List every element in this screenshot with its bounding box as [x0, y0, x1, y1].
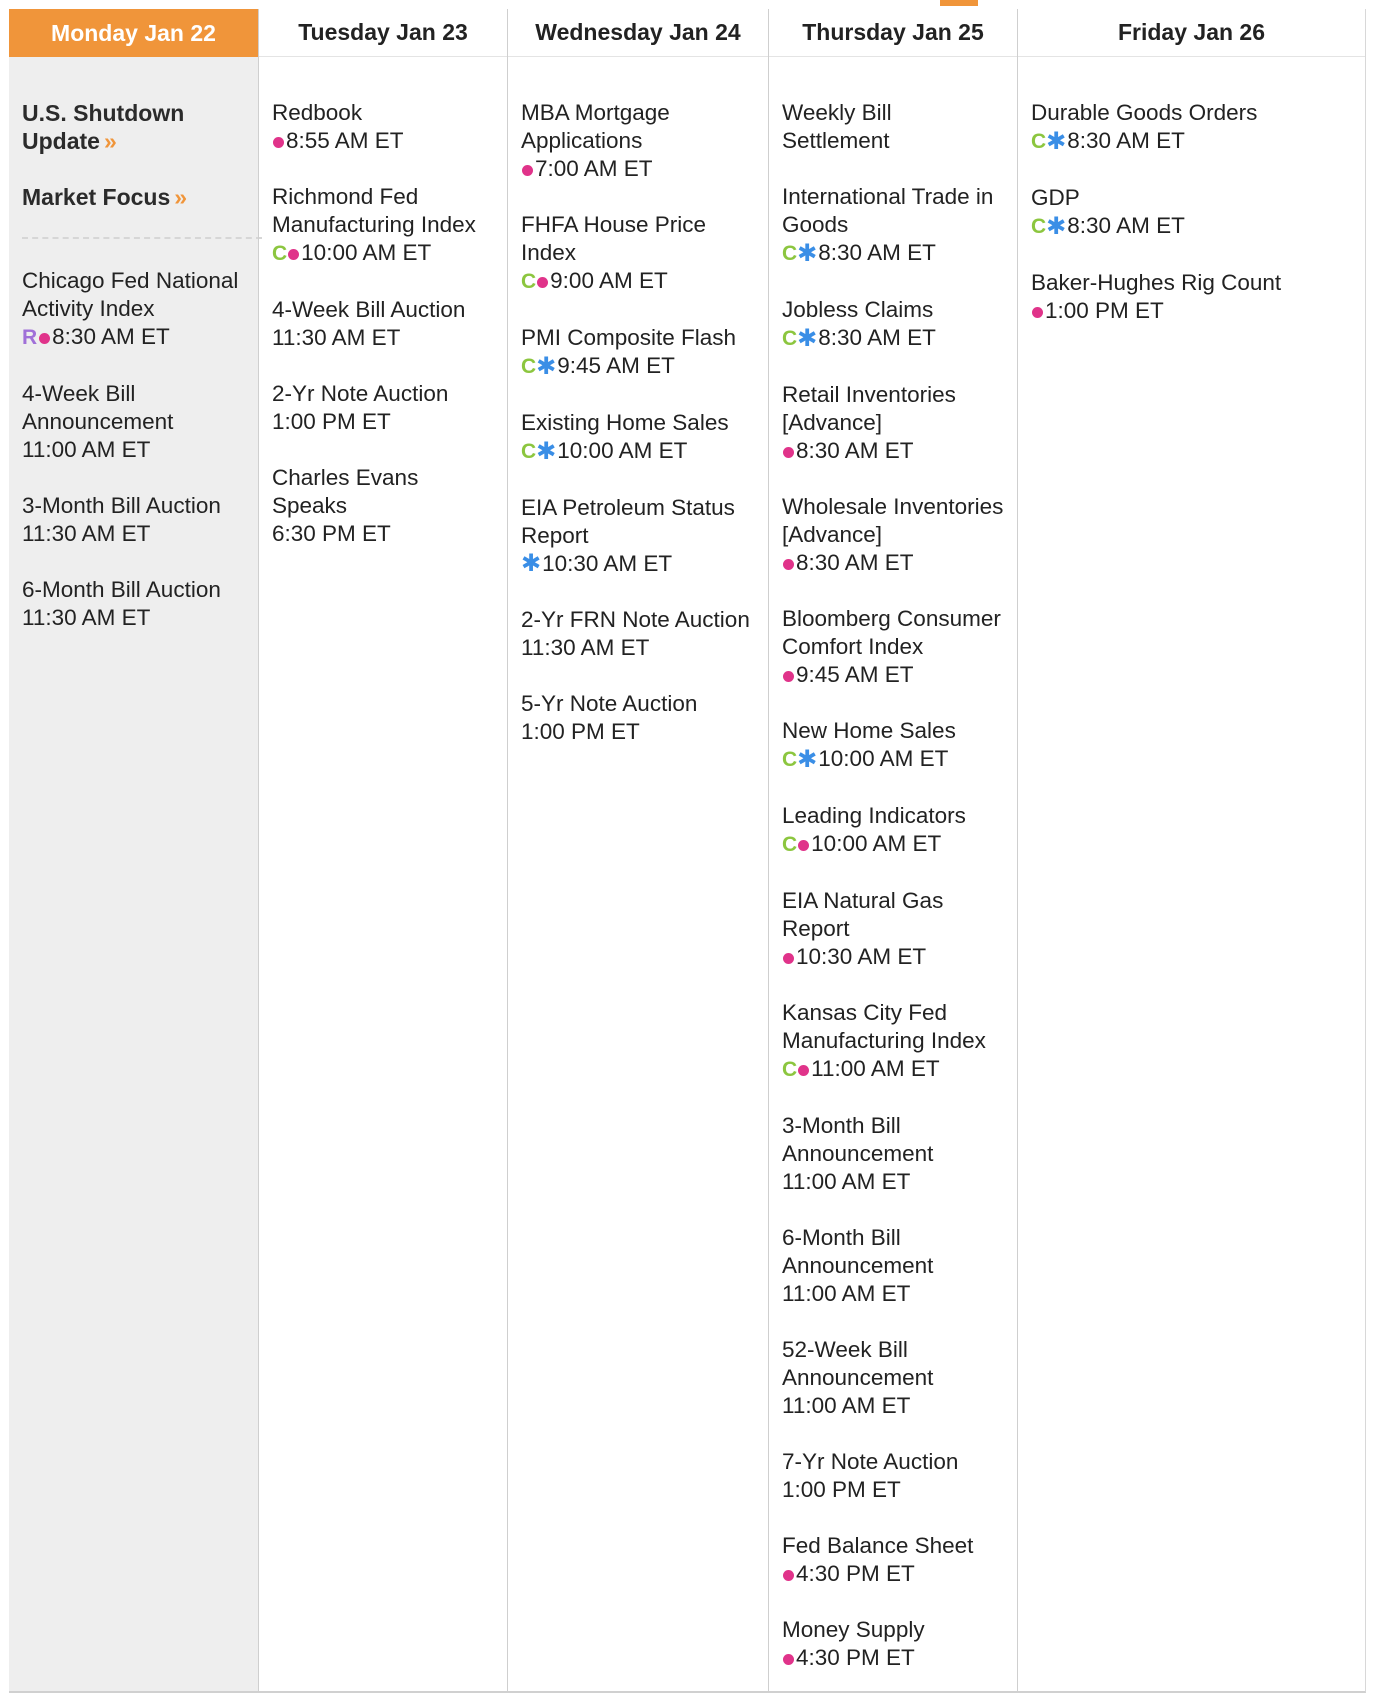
event-icons [782, 240, 817, 268]
event-name: Redbook [272, 100, 363, 125]
calendar-event[interactable] [782, 1448, 1005, 1504]
event-time-row [1031, 297, 1353, 325]
event-name: Charles Evans Speaks [272, 465, 419, 518]
event-time: 11:00 AM ET [782, 1281, 911, 1306]
pink-dot-icon [288, 249, 299, 260]
event-time: 4:30 PM ET [796, 1561, 915, 1586]
day-column-friday [1017, 9, 1365, 1691]
event-name: Existing Home Sales [521, 410, 729, 435]
event-time-row [22, 604, 246, 632]
event-icons [22, 324, 51, 352]
calendar-event[interactable] [272, 99, 495, 155]
event-name: 7-Yr Note Auction [782, 1449, 959, 1474]
event-time: 9:00 AM ET [550, 268, 668, 293]
day-events-thursday [769, 57, 1017, 1672]
event-name: EIA Petroleum Status Report [521, 495, 735, 548]
calendar-event[interactable] [521, 690, 756, 746]
event-time: 11:30 AM ET [521, 635, 650, 660]
event-name: FHFA House Price Index [521, 212, 707, 265]
event-time: 4:30 PM ET [796, 1645, 915, 1670]
calendar-event[interactable] [22, 267, 246, 352]
event-time-row [272, 127, 495, 155]
divider [22, 237, 262, 239]
event-name: Wholesale Inventories [Advance] [782, 494, 1004, 547]
consensus-c-icon: C [782, 242, 797, 265]
event-name: MBA Mortgage Applications [521, 100, 670, 153]
event-time: 10:00 AM ET [818, 746, 949, 771]
calendar-event[interactable] [782, 1532, 1005, 1588]
event-icons [782, 559, 795, 570]
calendar-event[interactable] [272, 183, 495, 268]
day-column-thursday [768, 9, 1017, 1691]
event-time: 6:30 PM ET [272, 521, 391, 546]
event-icons [1031, 307, 1044, 318]
event-time: 1:00 PM ET [272, 409, 391, 434]
consensus-c-icon: C [272, 242, 287, 265]
event-time-row [782, 1476, 1005, 1504]
event-time-row [782, 239, 1005, 268]
event-time: 11:00 AM ET [811, 1056, 940, 1081]
event-time-row [521, 267, 756, 296]
calendar-event[interactable] [782, 183, 1005, 268]
event-time: 10:00 AM ET [301, 240, 432, 265]
event-time-row [272, 520, 495, 548]
event-icons [782, 746, 817, 774]
event-time-row [782, 943, 1005, 971]
event-time-row [272, 324, 495, 352]
event-name: Chicago Fed National Activity Index [22, 268, 239, 321]
event-icons [782, 1056, 810, 1084]
calendar-event[interactable] [1031, 99, 1353, 156]
event-time: 7:00 AM ET [535, 156, 653, 181]
event-time: 8:30 AM ET [52, 324, 170, 349]
day-header: Thursday Jan 25 [769, 9, 1017, 57]
event-time: 9:45 AM ET [557, 353, 675, 378]
calendar-event[interactable] [782, 1224, 1005, 1308]
event-icons [782, 953, 795, 964]
event-icons [521, 438, 556, 466]
event-icons [782, 671, 795, 682]
event-name: Leading Indicators [782, 803, 966, 828]
event-time: 9:45 AM ET [796, 662, 914, 687]
event-time-row [272, 408, 495, 436]
event-time-row [782, 549, 1005, 577]
calendar-event[interactable] [272, 464, 495, 548]
calendar-event[interactable] [1031, 184, 1353, 241]
event-time-row [782, 1560, 1005, 1588]
calendar-event[interactable] [521, 211, 756, 296]
blue-star-icon: ✱ [797, 746, 818, 773]
event-time-row [22, 323, 246, 352]
pink-dot-icon [783, 953, 794, 964]
event-time: 8:30 AM ET [1067, 128, 1185, 153]
event-name: 5-Yr Note Auction [521, 691, 698, 716]
event-time: 8:55 AM ET [286, 128, 404, 153]
event-time-row [272, 239, 495, 268]
calendar-event[interactable] [782, 605, 1005, 689]
event-name: 3-Month Bill Announcement [782, 1113, 934, 1166]
pink-dot-icon [783, 559, 794, 570]
event-icons [1031, 128, 1066, 156]
calendar-event[interactable] [521, 99, 756, 183]
pink-dot-icon [783, 671, 794, 682]
event-time: 11:30 AM ET [272, 325, 401, 350]
calendar-event[interactable] [521, 494, 756, 578]
event-time-row [521, 155, 756, 183]
consensus-c-icon: C [521, 440, 536, 463]
day-column-monday [9, 9, 258, 1691]
event-icons [521, 353, 556, 381]
event-time: 11:30 AM ET [22, 605, 151, 630]
blue-star-icon: ✱ [797, 325, 818, 352]
event-time-row [521, 437, 756, 466]
event-time: 1:00 PM ET [782, 1477, 901, 1502]
event-time-row [782, 1168, 1005, 1196]
event-time: 8:30 AM ET [1067, 213, 1185, 238]
event-time-row [782, 830, 1005, 859]
blue-star-icon: ✱ [536, 353, 557, 380]
event-time: 11:30 AM ET [22, 521, 151, 546]
pink-dot-icon [1032, 307, 1043, 318]
event-icons [521, 550, 542, 577]
event-icons [782, 1654, 795, 1665]
event-icons [1031, 213, 1066, 241]
calendar-event[interactable] [521, 409, 756, 466]
consensus-c-icon: C [782, 327, 797, 350]
pink-dot-icon [798, 840, 809, 851]
calendar-event[interactable] [272, 296, 495, 352]
event-time: 8:30 AM ET [818, 240, 936, 265]
day-events-wednesday [508, 57, 768, 746]
pink-dot-icon [522, 165, 533, 176]
event-time-row [22, 520, 246, 548]
blue-star-icon: ✱ [797, 240, 818, 267]
event-time: 10:00 AM ET [811, 831, 942, 856]
pink-dot-icon [39, 333, 50, 344]
event-time: 10:30 AM ET [796, 944, 927, 969]
consensus-c-icon: C [521, 355, 536, 378]
event-time-row [1031, 127, 1353, 156]
event-name: 6-Month Bill Announcement [782, 1225, 934, 1278]
event-time-row [1031, 212, 1353, 241]
event-time-row [782, 1644, 1005, 1672]
event-time: 8:30 AM ET [796, 550, 914, 575]
consensus-c-icon: C [1031, 130, 1046, 153]
consensus-c-icon: C [782, 833, 797, 856]
calendar-event[interactable] [22, 576, 246, 632]
day-events-tuesday [259, 57, 507, 548]
calendar-event[interactable] [782, 802, 1005, 859]
event-name: Weekly Bill Settlement [782, 100, 892, 153]
pink-dot-icon [783, 447, 794, 458]
event-time: 11:00 AM ET [782, 1169, 911, 1194]
calendar-event[interactable] [22, 380, 246, 464]
chevron-right-icon: » [174, 184, 188, 210]
event-name: 4-Week Bill Auction [272, 297, 466, 322]
event-name: EIA Natural Gas Report [782, 888, 944, 941]
event-name: GDP [1031, 185, 1080, 210]
event-icons [782, 447, 795, 458]
chevron-right-icon: » [103, 128, 117, 154]
event-time: 10:30 AM ET [542, 551, 673, 576]
event-name: Richmond Fed Manufacturing Index [272, 184, 476, 237]
calendar-event[interactable] [22, 492, 246, 548]
pink-dot-icon [798, 1065, 809, 1076]
day-header: Wednesday Jan 24 [508, 9, 768, 57]
event-name: 52-Week Bill Announcement [782, 1337, 934, 1390]
day-column-wednesday [507, 9, 768, 1691]
day-events-friday [1018, 57, 1365, 325]
event-time-row [521, 718, 756, 746]
event-icons [782, 831, 810, 859]
event-name: Jobless Claims [782, 297, 934, 322]
pink-dot-icon [783, 1570, 794, 1581]
calendar-event[interactable] [521, 606, 756, 662]
event-time-row [782, 324, 1005, 353]
economic-calendar-week [9, 9, 1366, 1693]
event-name: 2-Yr Note Auction [272, 381, 449, 406]
event-icons [521, 165, 534, 176]
day-events-monday [9, 57, 258, 632]
event-time-row [782, 745, 1005, 774]
event-name: Baker-Hughes Rig Count [1031, 270, 1282, 295]
calendar-event[interactable] [272, 380, 495, 436]
event-time-row [521, 634, 756, 662]
event-name: Durable Goods Orders [1031, 100, 1258, 125]
market-focus-link[interactable] [22, 183, 246, 211]
calendar-event[interactable] [521, 324, 756, 381]
event-icons [782, 1570, 795, 1581]
event-time-row [782, 1280, 1005, 1308]
event-icons [272, 240, 300, 268]
event-name: Money Supply [782, 1617, 925, 1642]
event-time: 8:30 AM ET [818, 325, 936, 350]
blue-star-icon: ✱ [521, 550, 542, 577]
day-header: Tuesday Jan 23 [259, 9, 507, 57]
consensus-c-icon: C [1031, 215, 1046, 238]
shutdown-update-label: U.S. Shutdown Update [22, 100, 185, 154]
revised-r-icon: R [22, 326, 38, 349]
event-time: 10:00 AM ET [557, 438, 688, 463]
calendar-event[interactable] [782, 887, 1005, 971]
event-name: 2-Yr FRN Note Auction [521, 607, 750, 632]
event-name: 4-Week Bill Announcement [22, 381, 174, 434]
event-time: 8:30 AM ET [796, 438, 914, 463]
consensus-c-icon: C [521, 270, 536, 293]
calendar-event[interactable] [782, 999, 1005, 1084]
calendar-event[interactable] [782, 493, 1005, 577]
event-time: 11:00 AM ET [22, 437, 151, 462]
calendar-event[interactable] [782, 296, 1005, 353]
calendar-event[interactable] [782, 1112, 1005, 1196]
event-name: Fed Balance Sheet [782, 1533, 974, 1558]
event-icons [782, 325, 817, 353]
event-name: 3-Month Bill Auction [22, 493, 221, 518]
pink-dot-icon [273, 137, 284, 148]
event-icons [521, 268, 549, 296]
event-name: 6-Month Bill Auction [22, 577, 221, 602]
calendar-event[interactable] [782, 1336, 1005, 1420]
event-time-row [521, 550, 756, 578]
event-name: PMI Composite Flash [521, 325, 737, 350]
event-time-row [782, 437, 1005, 465]
day-header-today: Monday Jan 22 [9, 9, 258, 57]
blue-star-icon: ✱ [1046, 213, 1067, 240]
event-name: Kansas City Fed Manufacturing Index [782, 1000, 986, 1053]
event-time: 1:00 PM ET [521, 719, 640, 744]
event-name: International Trade in Goods [782, 184, 994, 237]
event-time-row [782, 1055, 1005, 1084]
blue-star-icon: ✱ [536, 438, 557, 465]
event-name: Bloomberg Consumer Comfort Index [782, 606, 1001, 659]
event-time-row [521, 352, 756, 381]
consensus-c-icon: C [782, 748, 797, 771]
pink-dot-icon [537, 277, 548, 288]
top-accent-tab [940, 0, 978, 6]
event-icons [272, 137, 285, 148]
calendar-event[interactable] [782, 99, 1005, 155]
market-focus-label: Market Focus [22, 184, 171, 210]
event-time: 11:00 AM ET [782, 1393, 911, 1418]
calendar-event[interactable] [782, 1616, 1005, 1672]
shutdown-update-link[interactable] [22, 99, 246, 155]
event-name: Retail Inventories [Advance] [782, 382, 956, 435]
pink-dot-icon [783, 1654, 794, 1665]
event-time-row [782, 1392, 1005, 1420]
blue-star-icon: ✱ [1046, 128, 1067, 155]
consensus-c-icon: C [782, 1058, 797, 1081]
event-time-row [782, 661, 1005, 689]
calendar-event[interactable] [1031, 269, 1353, 325]
event-name: New Home Sales [782, 718, 956, 743]
day-header: Friday Jan 26 [1018, 9, 1365, 57]
calendar-event[interactable] [782, 381, 1005, 465]
calendar-event[interactable] [782, 717, 1005, 774]
event-time: 1:00 PM ET [1045, 298, 1164, 323]
day-column-tuesday [258, 9, 507, 1691]
event-time-row [22, 436, 246, 464]
